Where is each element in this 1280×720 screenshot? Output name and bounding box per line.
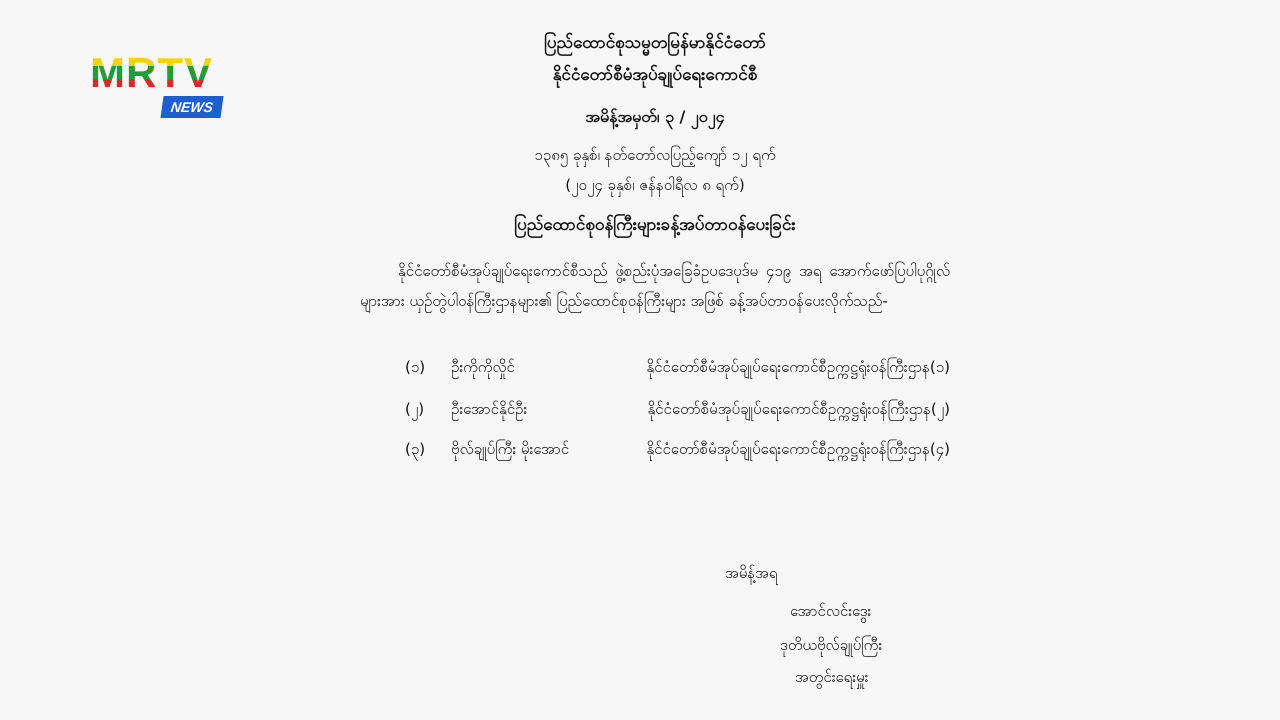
header-country: ပြည်ထောင်စုသမ္မတမြန်မာနိုင်ငံတော် [544, 33, 766, 53]
mrtv-news-logo [90, 49, 230, 124]
order-subject: ပြည်ထောင်စုဝန်ကြီးများခန့်အပ်တာဝန်ပေးခြင်း [514, 215, 796, 235]
appointee-position: နိုင်ငံတော်စီမံအုပ်ချုပ်ရေးကောင်စီဥက္ကဋ္ဌရုံးဝန်ကြီးဌာန(၂) [647, 400, 950, 418]
appointment-number: (၁) [405, 358, 426, 376]
appointment-row [405, 400, 950, 426]
by-order-label: အမိန့်အရ [725, 564, 778, 582]
date-myanmar: ၁၃၈၅ ခုနှစ်၊ နတ်တော်လပြည့်ကျော် ၁၂ ရက် [534, 146, 776, 164]
signatory-rank: ဒုတိယဗိုလ်ချုပ်ကြီး [780, 636, 883, 654]
appointee-name: ဦးအောင်နိုင်ဦး [451, 400, 528, 418]
order-number: အမိန့်အမှတ်၊ ၃ / ၂၀၂၄ [585, 107, 725, 126]
date-gregorian: (၂၀၂၄ ခုနှစ်၊ ဇန်နဝါရီလ ၈ ရက်) [565, 176, 745, 194]
appointment-number: (၃) [405, 440, 426, 458]
appointee-name: ဗိုလ်ချုပ်ကြီး မိုးအောင် [451, 440, 570, 458]
appointee-position: နိုင်ငံတော်စီမံအုပ်ချုပ်ရေးကောင်စီဥက္ကဋ္ဌရုံးဝန်ကြီးဌာန(၁) [646, 358, 950, 376]
logo-wordmark: MRTV [90, 49, 213, 96]
appointment-row [405, 358, 950, 384]
appointee-position: နိုင်ငံတော်စီမံအုပ်ချုပ်ရေးကောင်စီဥက္ကဋ္ဌရုံးဝန်ကြီးဌာန(၄) [646, 440, 950, 458]
signatory-name: အောင်လင်းဒွေး [790, 602, 872, 620]
appointment-row [405, 440, 950, 466]
header-council: နိုင်ငံတော်စီမံအုပ်ချုပ်ရေးကောင်စီ [552, 65, 758, 85]
logo-news-badge: NEWS [160, 96, 223, 118]
signatory-title: အတွင်းရေးမှူး [795, 668, 869, 686]
appointee-name: ဦးကိုကိုလှိုင် [451, 358, 515, 376]
order-body: နိုင်ငံတော်စီမံအုပ်ချုပ်ရေးကောင်စီသည် ဖွဲ့စည်းပုံအခြေခံဥပဒေပုဒ်မ ၄၁၉ အရ အောက်ဖော်ပြပါပုဂ္ဂိုလ်များအား ယှဉ်တွဲပါဝန်ကြီးဌာနများ၏ ပြည်ထောင်စုဝန်ကြီးများ အဖြစ် ခန့်အပ်တာဝန်ပေးလိုက်သည်- [360, 262, 950, 310]
appointment-number: (၂) [405, 400, 425, 418]
